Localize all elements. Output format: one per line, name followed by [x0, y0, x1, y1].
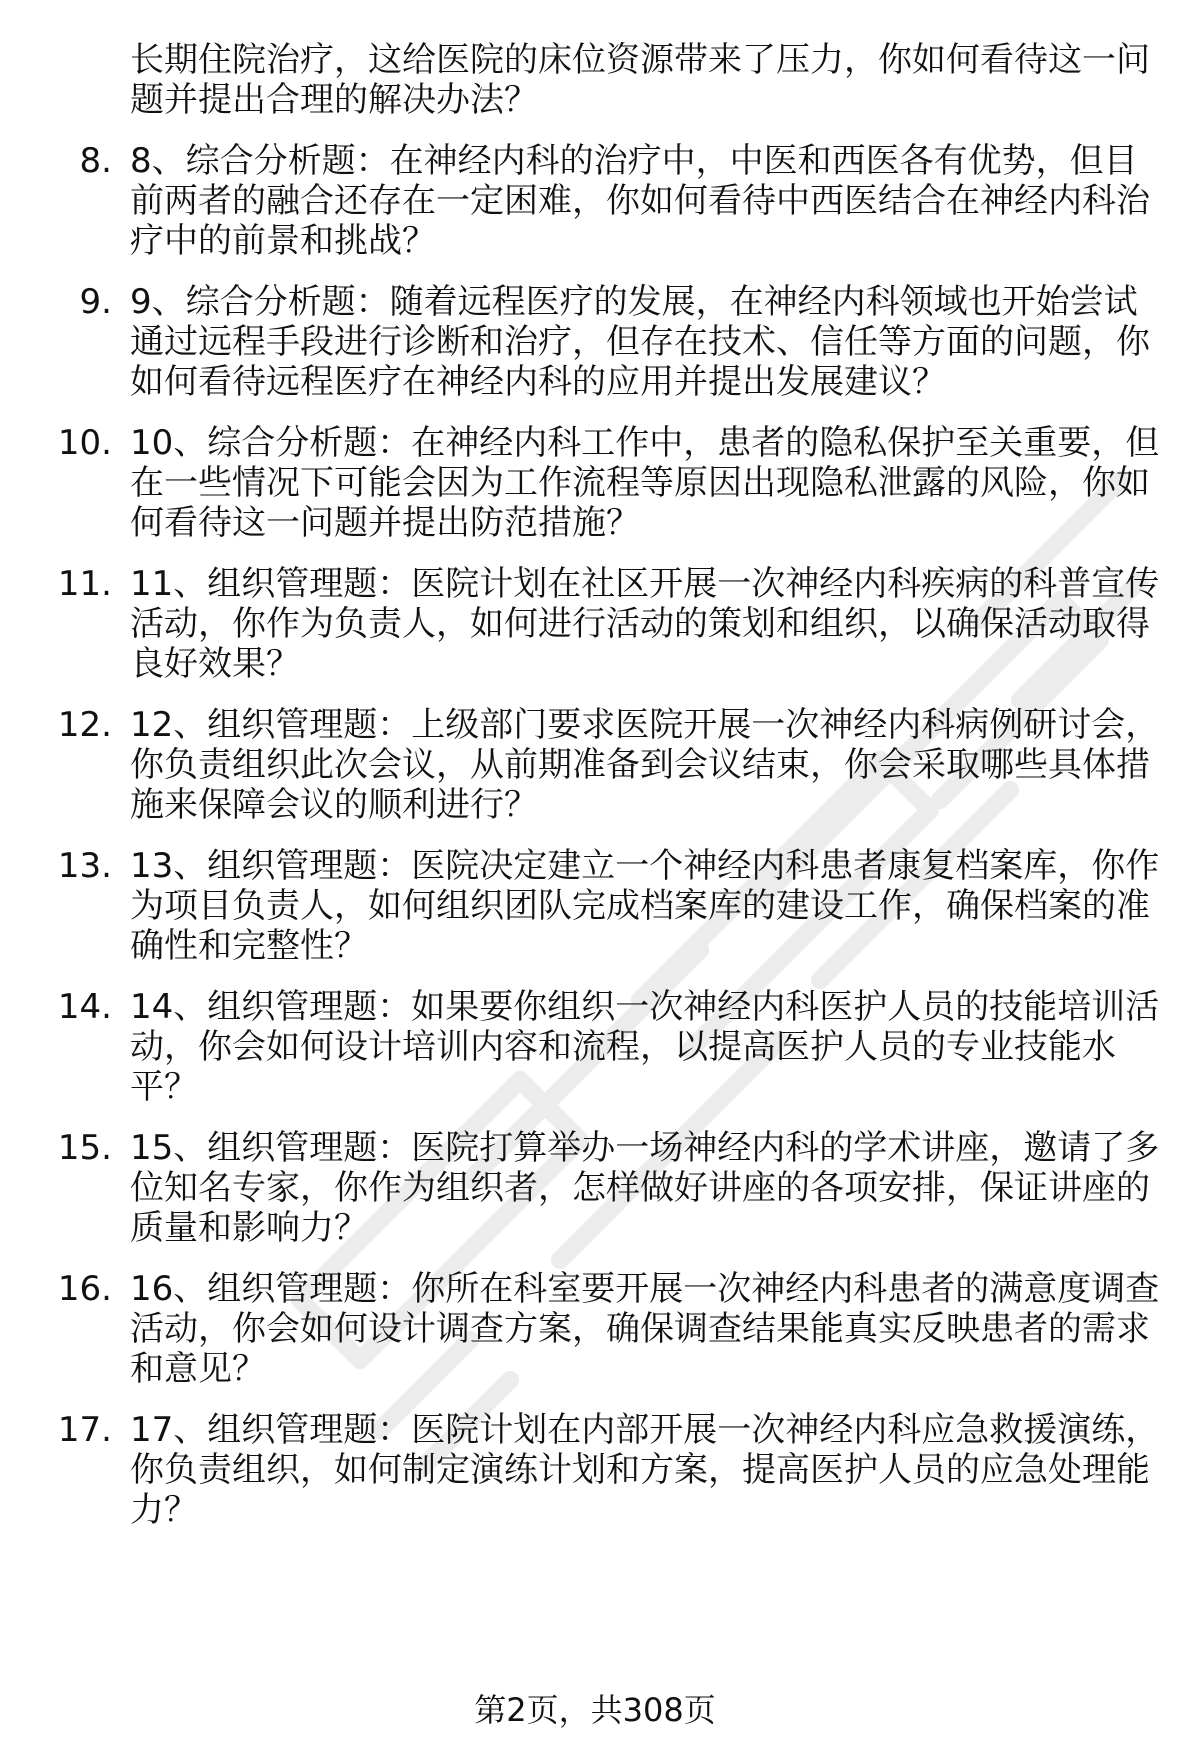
list-item-text: 8、综合分析题：在神经内科的治疗中，中医和西医各有优势，但目前两者的融合还存在一定困难，你如何看待中西医结合在神经内科治疗中的前景和挑战？: [130, 141, 1150, 261]
list-item: [0, 423, 1190, 543]
list-item-text: 17、组织管理题：医院计划在内部开展一次神经内科应急救援演练，你负责组织，如何制定演练计划和方案，提高医护人员的应急处理能力？: [130, 1410, 1160, 1530]
list-item-number: 9.: [79, 282, 112, 322]
list-item-number: 10.: [57, 423, 112, 463]
list-item-text: 12、组织管理题：上级部门要求医院开展一次神经内科病例研讨会，你负责组织此次会议，从前期准备到会议结束，你会采取哪些具体措施来保障会议的顺利进行？: [130, 705, 1160, 825]
list-item-number: 8.: [79, 141, 112, 181]
list-item: [0, 564, 1190, 684]
list-item-text: 10、综合分析题：在神经内科工作中，患者的隐私保护至关重要，但在一些情况下可能会因为工作流程等原因出现隐私泄露的风险，你如何看待这一问题并提出防范措施？: [130, 423, 1160, 543]
list-item-text: 9、综合分析题：随着远程医疗的发展，在神经内科领域也开始尝试通过远程手段进行诊断和治疗，但存在技术、信任等方面的问题，你如何看待远程医疗在神经内科的应用并提出发展建议？: [130, 282, 1150, 402]
list-item: [0, 282, 1190, 402]
list-item-text: 14、组织管理题：如果要你组织一次神经内科医护人员的技能培训活动，你会如何设计培训内容和流程，以提高医护人员的专业技能水平？: [130, 987, 1160, 1107]
list-item: [0, 846, 1190, 966]
list-item-number: 15.: [57, 1128, 112, 1168]
list-item-number: 13.: [57, 846, 112, 886]
list-item: [0, 987, 1190, 1107]
list-item: [0, 1269, 1190, 1389]
list-item: [0, 705, 1190, 825]
page-number-footer: 第2页，共308页: [474, 1691, 716, 1729]
list-item: [0, 1128, 1190, 1248]
document-body: [0, 40, 1190, 1551]
list-item-number: 11.: [57, 564, 112, 604]
list-item-number: 14.: [57, 987, 112, 1027]
list-item: [0, 141, 1190, 261]
continued-question-text: 长期住院治疗，这给医院的床位资源带来了压力，你如何看待这一问题并提出合理的解决办法？: [130, 40, 1150, 120]
list-item-number: 17.: [57, 1410, 112, 1450]
list-item-text: 15、组织管理题：医院打算举办一场神经内科的学术讲座，邀请了多位知名专家，你作为组织者，怎样做好讲座的各项安排，保证讲座的质量和影响力？: [130, 1128, 1160, 1248]
list-item-text: 13、组织管理题：医院决定建立一个神经内科患者康复档案库，你作为项目负责人，如何组织团队完成档案库的建设工作，确保档案的准确性和完整性？: [130, 846, 1160, 966]
list-item-number: 16.: [57, 1269, 112, 1309]
list-item-number: 12.: [57, 705, 112, 745]
list-item-text: 16、组织管理题：你所在科室要开展一次神经内科患者的满意度调查活动，你会如何设计调查方案，确保调查结果能真实反映患者的需求和意见？: [130, 1269, 1160, 1389]
list-item-text: 11、组织管理题：医院计划在社区开展一次神经内科疾病的科普宣传活动，你作为负责人，如何进行活动的策划和组织，以确保活动取得良好效果？: [130, 564, 1160, 684]
list-item: [0, 1410, 1190, 1530]
